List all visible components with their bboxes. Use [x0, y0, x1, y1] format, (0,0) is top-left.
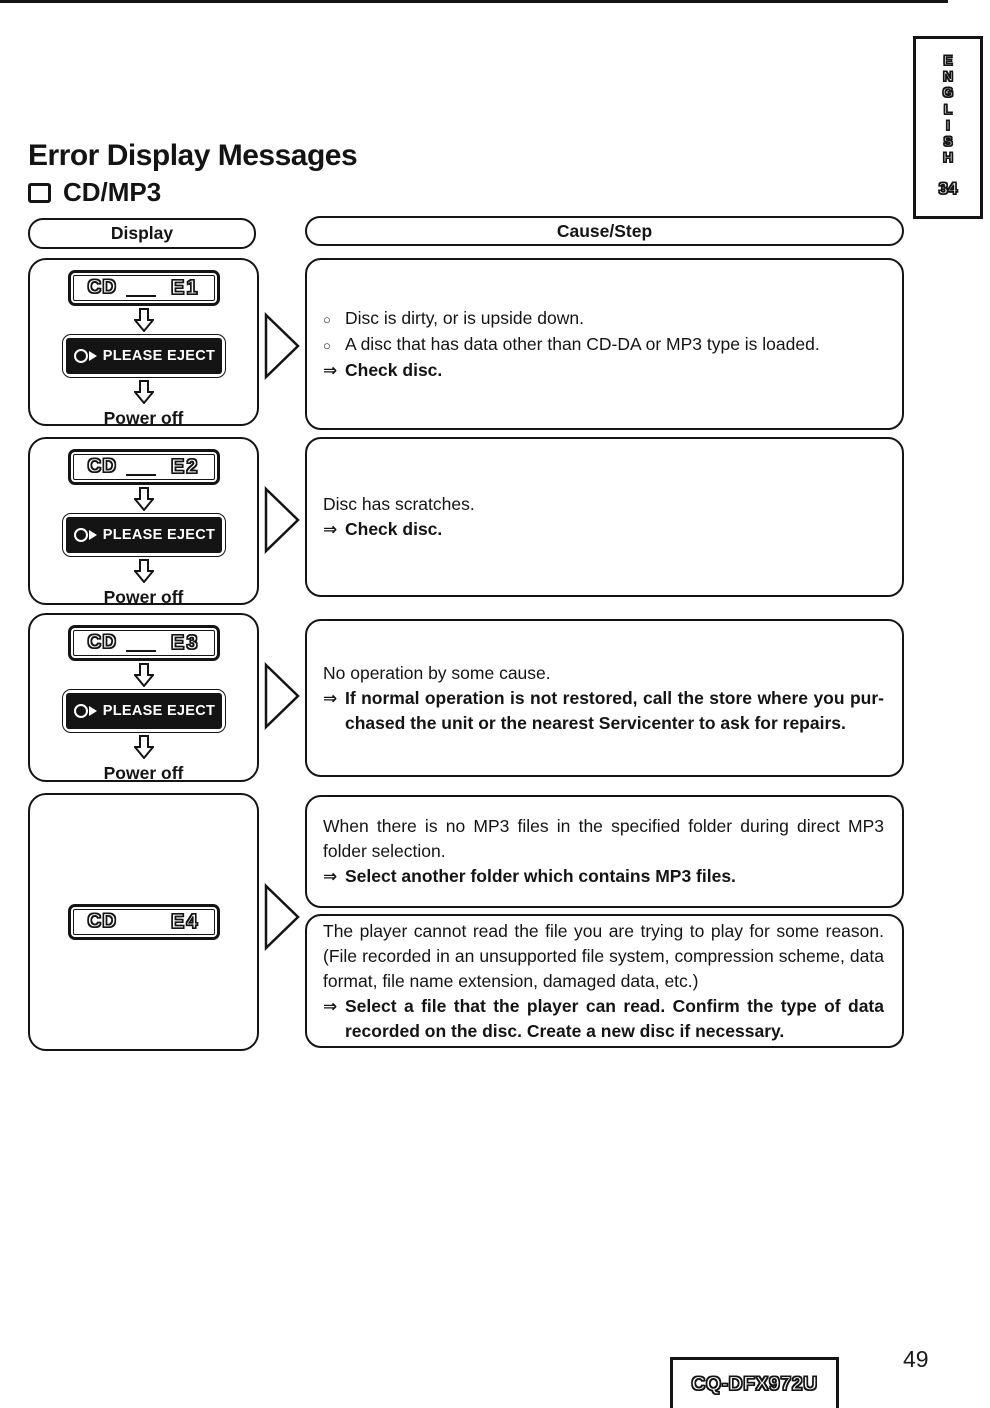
- arrow-bullet: ⇒: [323, 520, 338, 539]
- cause-line: [323, 864, 884, 889]
- cause-line: [323, 839, 884, 864]
- power-off-label: Power off: [103, 408, 184, 428]
- section-subtitle: [28, 177, 161, 208]
- please-eject-label: PLEASE EJECT: [102, 703, 216, 719]
- cause-text: If normal operation is not restored, call the store where you pur-: [345, 687, 884, 708]
- lcd-error-display: [68, 449, 220, 485]
- please-eject-display: [62, 513, 226, 557]
- cause-text: recorded on the disc. Create a new disc if necessary.: [345, 1020, 785, 1041]
- power-off-label: Power off: [103, 763, 184, 783]
- language-tab-letter: N: [942, 68, 954, 85]
- flow-triangle-icon: [263, 312, 301, 380]
- cause-text: (File recorded in an unsupported file system, compression scheme, data: [323, 945, 884, 966]
- cause-line: [323, 814, 884, 839]
- cause-box-e3: [305, 619, 904, 777]
- lcd-underscore: [126, 295, 156, 298]
- cause-column-header: [305, 216, 904, 246]
- cause-line: [323, 306, 884, 332]
- flow-triangle-icon: [263, 486, 301, 554]
- please-eject-label: PLEASE EJECT: [102, 527, 216, 543]
- cause-box-e1: [305, 258, 904, 430]
- circle-bullet: ○: [323, 337, 331, 353]
- disc-eject-icon: [72, 526, 98, 544]
- lcd-cd-label: CD: [87, 632, 117, 653]
- down-arrow-icon: [134, 487, 154, 511]
- cause-text: The player cannot read the file you are trying to play for some reason.: [323, 920, 884, 941]
- model-badge: [670, 1357, 839, 1408]
- language-tab-letter: L: [943, 100, 953, 117]
- cause-text: chased the unit or the nearest Servicenter to ask for repairs.: [345, 712, 846, 733]
- language-tab-letter: H: [942, 149, 954, 166]
- cause-text: When there is no MP3 files in the specified folder during direct MP3: [323, 816, 884, 836]
- arrow-bullet: ⇒: [323, 360, 338, 380]
- cause-line: [323, 944, 884, 969]
- language-tab-letter: I: [946, 116, 950, 133]
- cause-text: Select a file that the player can read. Confirm the type of data: [345, 995, 884, 1016]
- cause-text: No operation by some cause.: [323, 662, 551, 683]
- cause-box-e2: [305, 437, 904, 597]
- section-subtitle-label: CD/MP3: [63, 177, 162, 207]
- cause-text: Disc has scratches.: [323, 494, 475, 514]
- cause-box-e4-file: [305, 914, 904, 1048]
- cause-text: format, file name extension, damaged data, etc.): [323, 970, 699, 991]
- down-arrow-icon: [134, 663, 154, 687]
- arrow-bullet: ⇒: [323, 996, 338, 1016]
- cause-text: Check disc.: [345, 359, 443, 380]
- arrow-bullet: ⇒: [323, 688, 338, 708]
- flow-triangle-icon: [263, 662, 301, 730]
- display-flow-box-e3: [28, 613, 259, 782]
- cause-line: [323, 994, 884, 1019]
- lcd-cd-label: CD: [87, 911, 117, 932]
- lcd-underscore: [126, 474, 156, 477]
- cause-line: [323, 969, 884, 994]
- disc-eject-icon: [72, 702, 98, 720]
- display-column-header-label: Display: [110, 223, 174, 243]
- power-off-label: Power off: [103, 587, 184, 607]
- cause-line: [323, 711, 884, 736]
- cause-column-header-label: Cause/Step: [556, 220, 653, 241]
- page-number: 49: [903, 1346, 929, 1372]
- lcd-error-code: E1: [171, 276, 200, 299]
- cause-box-e4-folder: [305, 795, 904, 908]
- lcd-underscore: [126, 650, 156, 653]
- cause-line: [323, 661, 884, 686]
- page-title: Error Display Messages: [28, 139, 358, 172]
- display-column-header: [28, 218, 256, 249]
- language-tab-page-number: 34: [938, 179, 958, 199]
- language-tab-letter: G: [942, 84, 954, 101]
- lcd-error-display: [68, 904, 220, 940]
- cause-text: Disc is dirty, or is upside down.: [345, 307, 584, 328]
- language-tab: [913, 36, 983, 219]
- cause-text: Select another folder which contains MP3 files.: [345, 866, 736, 886]
- circle-bullet: ○: [323, 311, 331, 327]
- down-arrow-icon: [134, 559, 154, 583]
- lcd-error-code: E4: [171, 910, 200, 933]
- cause-line: [323, 517, 884, 542]
- down-arrow-icon: [134, 380, 154, 404]
- display-flow-box-e2: [28, 437, 259, 605]
- cause-line: [323, 686, 884, 711]
- display-flow-box-e1: [28, 258, 259, 426]
- cause-text: folder selection.: [323, 841, 446, 861]
- language-tab-letter: E: [943, 52, 953, 68]
- cause-line: [323, 492, 884, 517]
- lcd-error-display: [68, 270, 220, 306]
- model-badge-label: CQ-DFX972U: [691, 1373, 818, 1395]
- cause-line: [323, 919, 884, 944]
- arrow-bullet: ⇒: [323, 867, 338, 886]
- lcd-error-display: [68, 625, 220, 661]
- flow-triangle-icon: [263, 883, 301, 951]
- lcd-cd-label: CD: [87, 277, 117, 298]
- lcd-error-code: E3: [171, 631, 200, 654]
- lcd-cd-label: CD: [87, 456, 117, 477]
- top-rule-thin: [0, 0, 948, 2]
- cause-line: [323, 358, 884, 383]
- down-arrow-icon: [134, 308, 154, 332]
- lcd-error-code: E2: [171, 455, 200, 478]
- square-bullet-icon: [28, 183, 51, 203]
- please-eject-display: [62, 689, 226, 733]
- disc-eject-icon: [72, 347, 98, 365]
- cause-line: [323, 332, 884, 358]
- please-eject-label: PLEASE EJECT: [102, 348, 216, 364]
- please-eject-display: [62, 334, 226, 378]
- down-arrow-icon: [134, 735, 154, 759]
- display-flow-box-e4: [28, 793, 259, 1051]
- cause-text: Check disc.: [345, 519, 443, 539]
- cause-line: [323, 1019, 884, 1044]
- cause-text: A disc that has data other than CD-DA or MP3 type is loaded.: [345, 333, 820, 354]
- language-tab-letter: S: [943, 133, 953, 150]
